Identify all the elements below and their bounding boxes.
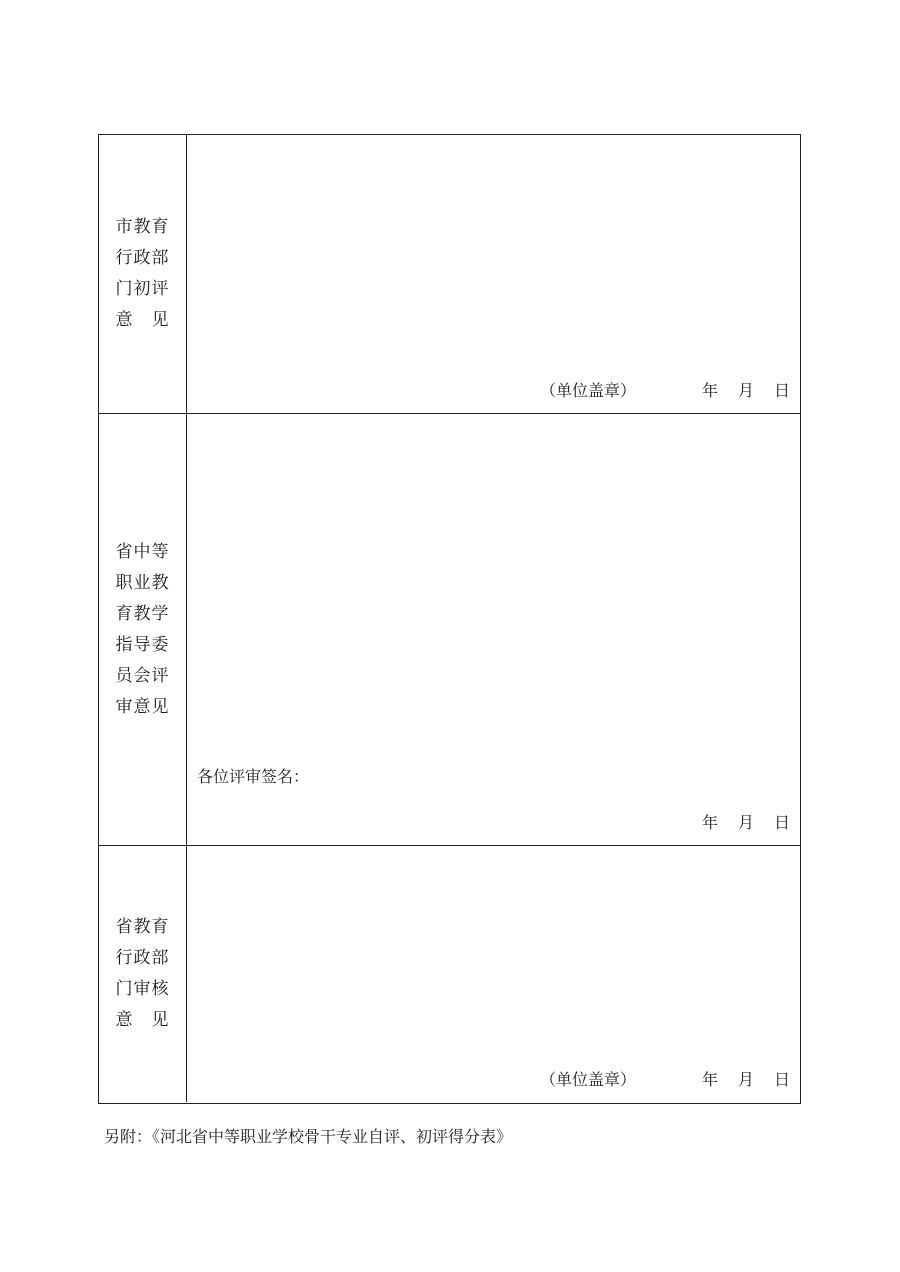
year-label: 年 [701,1070,718,1089]
city-preliminary-review-row [99,135,800,414]
seal-date-line [540,1067,790,1090]
year-label: 年 [701,813,718,832]
provincial-committee-review-row [99,414,800,846]
reviewer-signature-label: 各位评审签名： [197,767,310,786]
month-label: 月 [737,813,754,832]
label-line: 职业教 [115,572,170,593]
provincial-audit-review-label [116,912,170,1036]
seal-date-line [540,378,790,401]
city-preliminary-review-content [187,135,800,413]
day-label: 日 [773,381,790,400]
unit-seal-label: （单位盖章） [539,381,636,400]
month-label: 月 [737,1070,754,1089]
month-label: 月 [737,381,754,400]
label-line: 审意见 [115,696,170,717]
label-line: 行政部 [115,948,170,968]
provincial-committee-review-label [116,537,170,723]
day-label: 日 [773,1070,790,1089]
label-line: 省教育 [115,917,170,937]
review-opinion-table [98,134,801,1104]
label-line: 指导委 [115,634,170,655]
label-line: 员会评 [115,665,170,686]
label-line: 意 见 [115,310,170,330]
label-line: 育教学 [115,603,170,624]
attachment-note: 另附：《河北省中等职业学校骨干专业自评、初评得分表》 [104,1127,513,1146]
label-line: 省中等 [115,541,170,562]
label-line: 行政部 [115,248,170,268]
provincial-audit-review-row [99,846,800,1102]
provincial-audit-review-label-cell [99,846,187,1102]
provincial-committee-review-content [187,414,800,845]
label-line: 门审核 [115,979,170,999]
provincial-audit-review-content [187,846,800,1102]
label-line: 意 见 [115,1010,170,1030]
label-line: 市教育 [115,217,170,237]
day-label: 日 [773,813,790,832]
year-label: 年 [701,381,718,400]
unit-seal-label: （单位盖章） [539,1070,636,1089]
date-line [702,810,790,833]
city-preliminary-review-label-cell [99,135,187,413]
provincial-committee-review-label-cell [99,414,187,845]
city-preliminary-review-label [116,212,170,336]
label-line: 门初评 [115,279,170,299]
